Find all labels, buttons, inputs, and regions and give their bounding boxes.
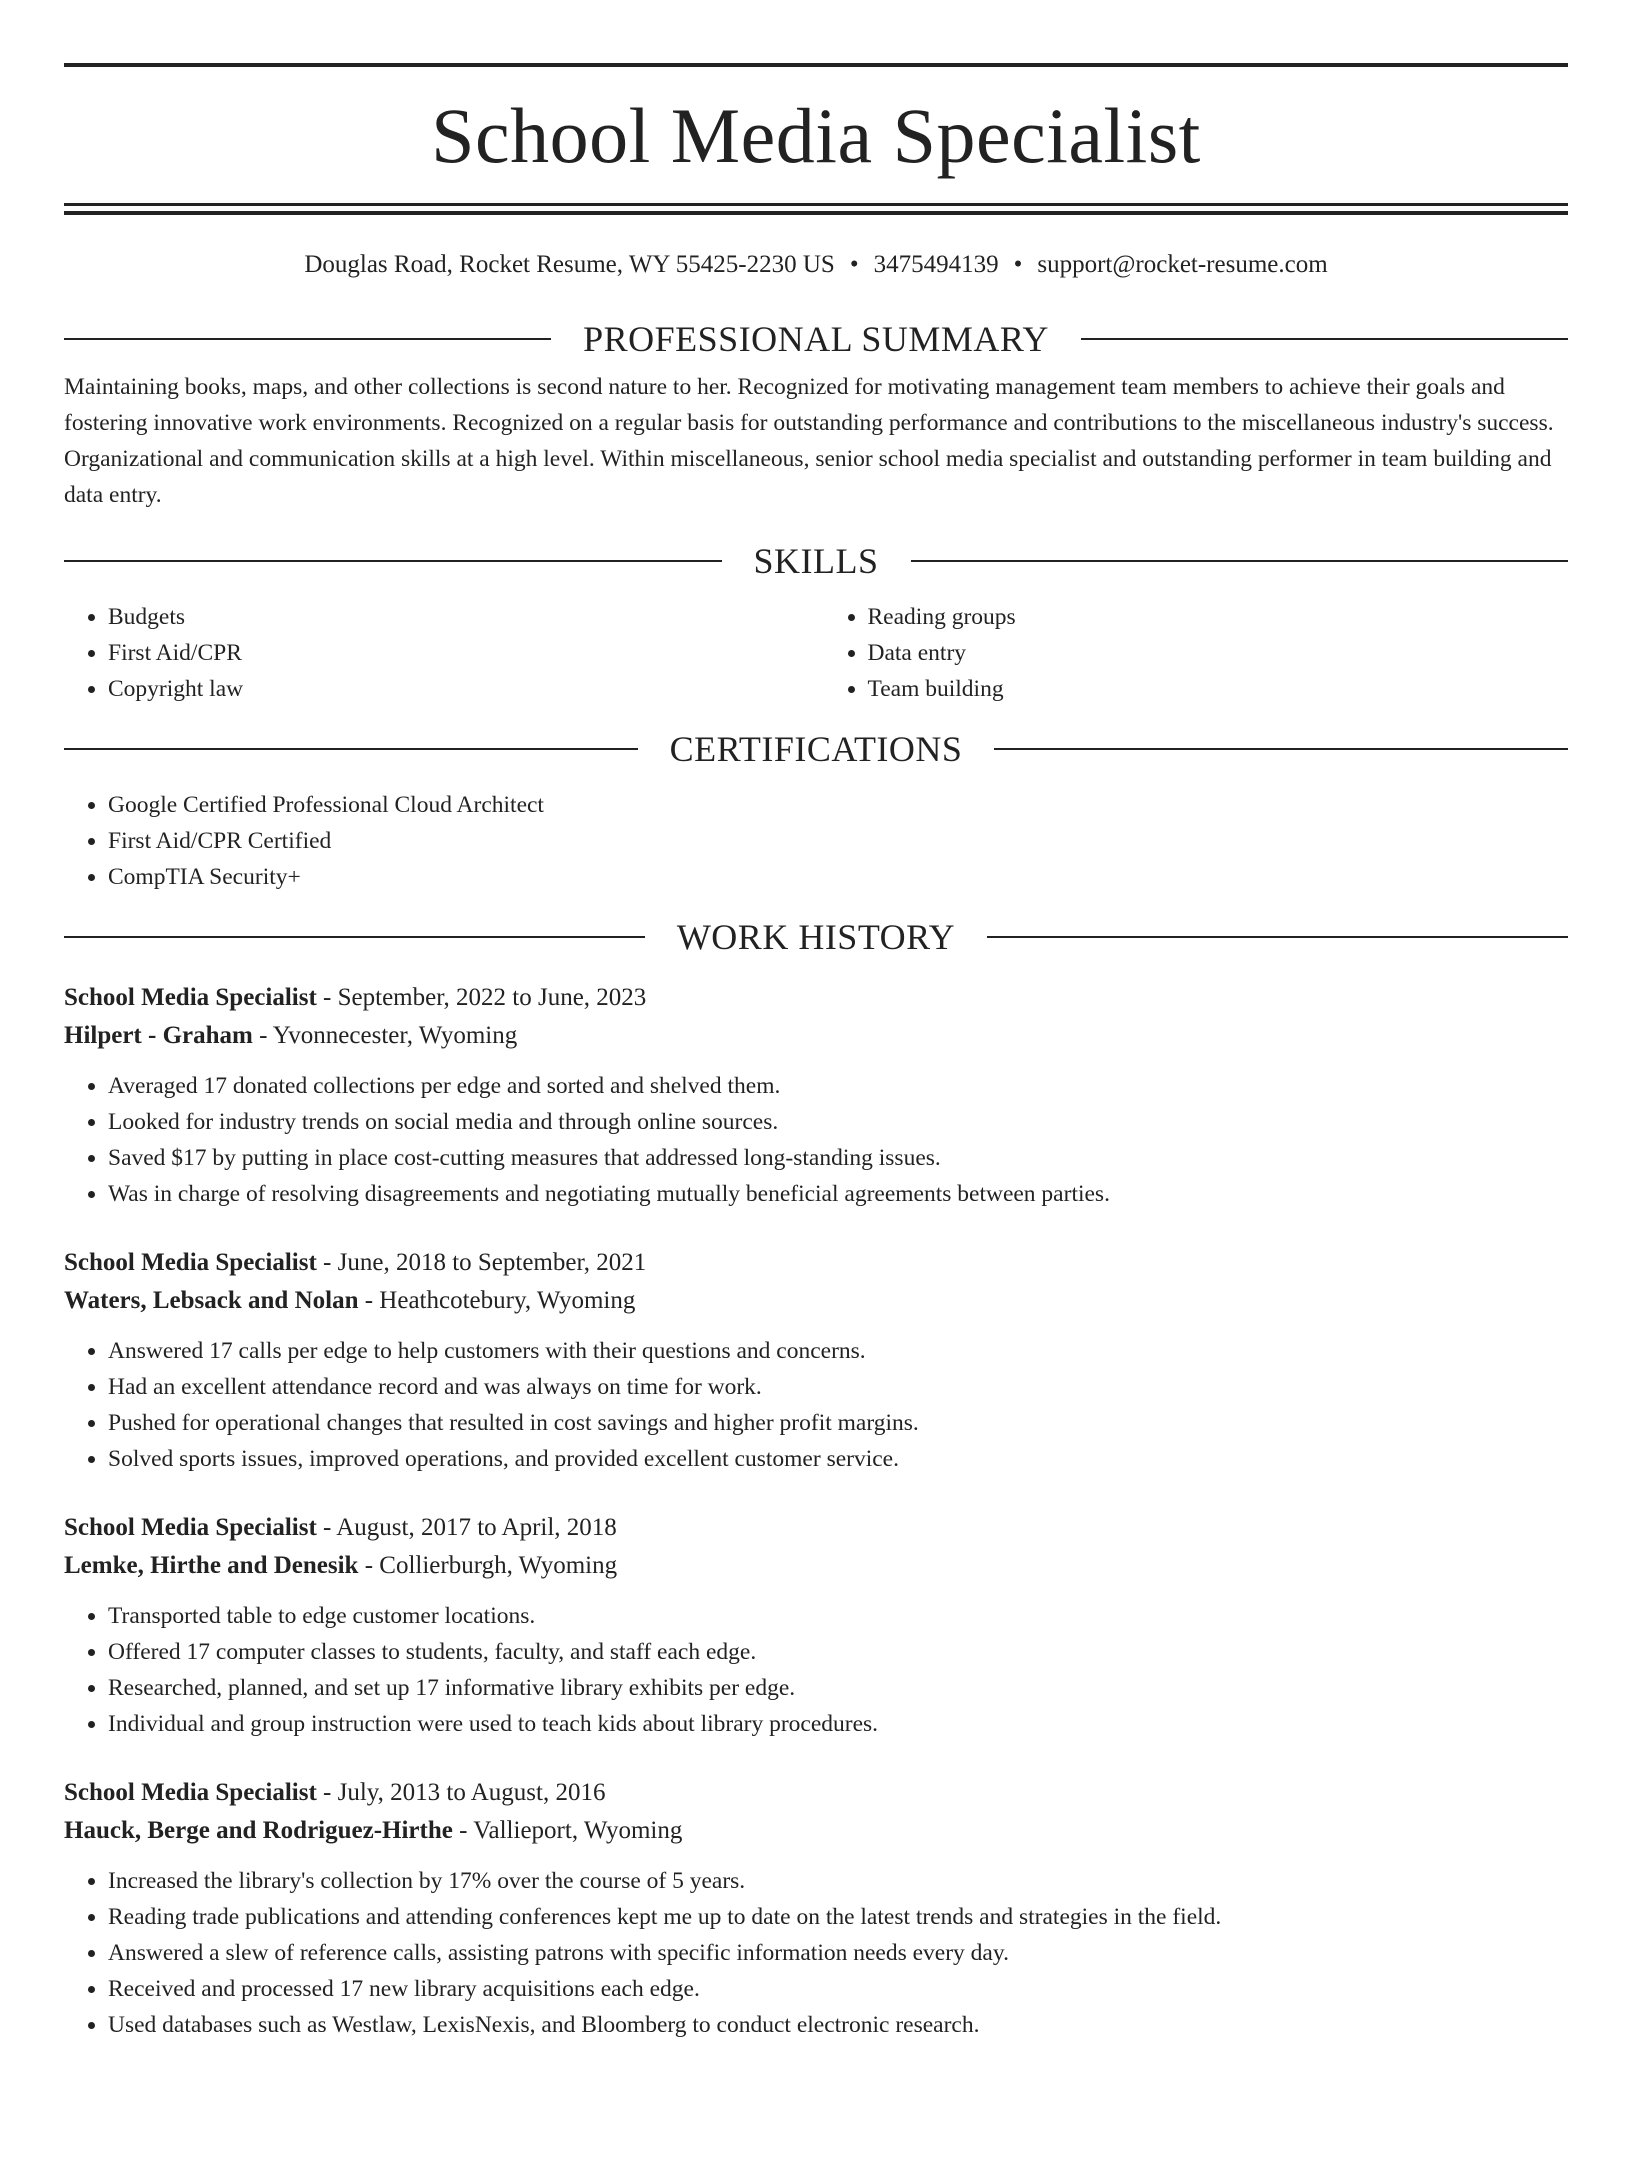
job-role-line (64, 1774, 1568, 1812)
job-bullet: • Transported table to edge customer locations. (108, 1598, 1568, 1634)
section-rule-right (1081, 338, 1568, 340)
job-location: - Heathcotebury, Wyoming (358, 1287, 636, 1314)
job-role: School Media Specialist (64, 984, 317, 1011)
certification-item: • CompTIA Security+ (108, 859, 1568, 895)
job-dates: - August, 2017 to April, 2018 (316, 1514, 617, 1541)
section-header-certifications (64, 729, 1568, 769)
job-bullet: • Answered 17 calls per edge to help customers with their questions and concerns. (108, 1333, 1568, 1369)
job-bullet: • Increased the library's collection by 17% over the course of 5 years. (108, 1863, 1568, 1899)
contact-separator: • (1013, 251, 1023, 278)
resume-page (0, 63, 1632, 2175)
section-header-skills (64, 541, 1568, 581)
job-location: - Yvonnecester, Wyoming (252, 1022, 518, 1049)
contact-line (64, 251, 1568, 283)
summary-text: Maintaining books, maps, and other collections is second nature to her. Recognized for motivating management team members to achieve their goals and fostering innovative work environments. Recognized on a regular basis for outstanding performance and contributions to the miscellaneous industry's success. Organizational and communication skills at a high level. Within miscellaneous, senior school media specialist and outstanding performer in team building and data entry. (64, 374, 1554, 508)
page-title: School Media Specialist (431, 92, 1201, 179)
job-dates: - June, 2018 to September, 2021 (316, 1249, 647, 1276)
section-title-summary: PROFESSIONAL SUMMARY (583, 319, 1049, 359)
contact-phone: 3475494139 (873, 251, 999, 278)
job-role-line (64, 1244, 1568, 1282)
job-bullet: • Answered a slew of reference calls, assisting patrons with specific information needs every day. (108, 1935, 1568, 1971)
section-rule-left (64, 936, 645, 938)
contact-address: Douglas Road, Rocket Resume, WY 55425-2230 US (304, 251, 835, 278)
job-role: School Media Specialist (64, 1249, 317, 1276)
skill-item: • Reading groups (868, 599, 1569, 635)
job-bullets (64, 1863, 1568, 2043)
job-bullet: • Looked for industry trends on social media and through online sources. (108, 1104, 1568, 1140)
skill-item: • Budgets (108, 599, 809, 635)
job-bullet: • Received and processed 17 new library acquisitions each edge. (108, 1971, 1568, 2007)
skill-item: • Team building (868, 671, 1569, 707)
job-company-line (64, 1017, 1568, 1055)
skills-list (64, 599, 1568, 707)
job-bullet: • Had an excellent attendance record and was always on time for work. (108, 1369, 1568, 1405)
job-role-line (64, 1509, 1568, 1547)
skill-item: • Data entry (868, 635, 1569, 671)
job-bullet: • Was in charge of resolving disagreements and negotiating mutually beneficial agreements between parties. (108, 1176, 1568, 1212)
certification-item: • First Aid/CPR Certified (108, 823, 1568, 859)
skill-item: • Copyright law (108, 671, 809, 707)
job-company: Hilpert - Graham (64, 1022, 253, 1049)
job-bullet: • Researched, planned, and set up 17 informative library exhibits per edge. (108, 1670, 1568, 1706)
job-company-line (64, 1547, 1568, 1585)
job-bullet: • Pushed for operational changes that resulted in cost savings and higher profit margins. (108, 1405, 1568, 1441)
section-rule-left (64, 560, 722, 562)
job-bullet: • Reading trade publications and attending conferences kept me up to date on the latest trends and strategies in the field. (108, 1899, 1568, 1935)
job-bullets (64, 1598, 1568, 1742)
job-entry (64, 979, 1568, 1212)
job-bullets (64, 1333, 1568, 1477)
job-entry (64, 1244, 1568, 1477)
job-company: Waters, Lebsack and Nolan (64, 1287, 359, 1314)
top-rule (64, 63, 1568, 67)
title-double-rule (64, 203, 1568, 215)
contact-separator: • (849, 251, 859, 278)
job-dates: - July, 2013 to August, 2016 (316, 1779, 606, 1806)
section-rule-left (64, 748, 638, 750)
skills-column-right (809, 599, 1569, 707)
job-company: Hauck, Berge and Rodriguez-Hirthe (64, 1817, 453, 1844)
certifications-list (64, 787, 1568, 895)
section-rule-left (64, 338, 551, 340)
job-location: - Vallieport, Wyoming (452, 1817, 683, 1844)
contact-email: support@rocket-resume.com (1037, 251, 1328, 278)
job-dates: - September, 2022 to June, 2023 (316, 984, 647, 1011)
job-role-line (64, 979, 1568, 1017)
job-bullet: • Used databases such as Westlaw, LexisNexis, and Bloomberg to conduct electronic research. (108, 2007, 1568, 2043)
job-bullet: • Individual and group instruction were used to teach kids about library procedures. (108, 1706, 1568, 1742)
job-role: School Media Specialist (64, 1514, 317, 1541)
job-bullet: • Averaged 17 donated collections per edge and sorted and shelved them. (108, 1068, 1568, 1104)
section-title-certifications: CERTIFICATIONS (669, 729, 963, 769)
job-bullet: • Offered 17 computer classes to students, faculty, and staff each edge. (108, 1634, 1568, 1670)
job-bullets (64, 1068, 1568, 1212)
job-company-line (64, 1282, 1568, 1320)
section-rule-right (987, 936, 1568, 938)
job-role: School Media Specialist (64, 1779, 317, 1806)
skill-item: • First Aid/CPR (108, 635, 809, 671)
section-title-work-history: WORK HISTORY (676, 917, 956, 957)
job-entry (64, 1509, 1568, 1742)
job-entry (64, 1774, 1568, 2043)
section-header-work-history (64, 917, 1568, 957)
section-rule-right (911, 560, 1569, 562)
section-rule-right (994, 748, 1568, 750)
job-company: Lemke, Hirthe and Denesik (64, 1552, 359, 1579)
certification-item: • Google Certified Professional Cloud Architect (108, 787, 1568, 823)
job-location: - Collierburgh, Wyoming (358, 1552, 618, 1579)
section-header-summary (64, 319, 1568, 359)
skills-column-left (64, 599, 809, 707)
job-bullet: • Saved $17 by putting in place cost-cutting measures that addressed long-standing issues. (108, 1140, 1568, 1176)
job-company-line (64, 1812, 1568, 1850)
job-bullet: • Solved sports issues, improved operations, and provided excellent customer service. (108, 1441, 1568, 1477)
section-title-skills: SKILLS (753, 541, 879, 581)
